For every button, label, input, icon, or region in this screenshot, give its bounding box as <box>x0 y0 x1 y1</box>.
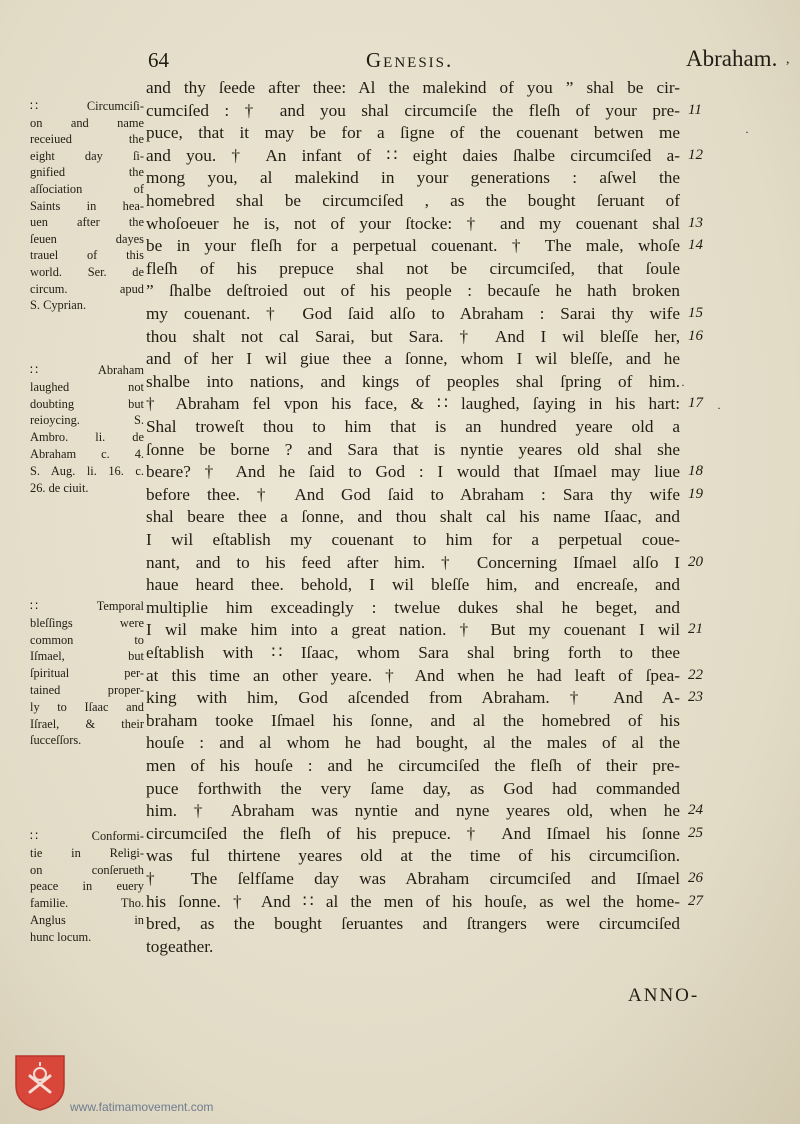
text-line: thou shalt not cal Sarai, but Sara. † And I wil bleſſe her, <box>146 326 680 346</box>
text-line: my couenant. † God ſaid alſo to Abraham : Sarai thy wife <box>146 304 680 323</box>
margin-note-line: ſeuen dayes <box>30 231 144 246</box>
verse-number: 26 <box>688 870 703 886</box>
text-line: beare? † And he ſaid to God : I would that Iſmael may liue <box>146 462 680 482</box>
margin-note-line: peace in euery <box>30 879 144 894</box>
margin-note-line: on and name <box>30 115 144 130</box>
text-line: haue heard thee. behold, I wil bleſſe him, and encreaſe, and <box>146 575 680 595</box>
margin-note-line: Abraham c. 4. <box>30 447 144 461</box>
verse-number: 21 <box>688 621 703 638</box>
margin-note-line: Iſrael, & their <box>30 716 144 731</box>
verse-number: 27 <box>688 892 703 909</box>
margin-note-line: ∷ Temporal <box>30 599 144 613</box>
text-line: homebred shal be circumciſed , as the bought ſeruant of <box>146 191 680 210</box>
margin-note-line: bleſſings were <box>30 615 144 630</box>
text-line: and thy ſeede after thee: Al the malekind of you ” shal be cir- <box>146 78 680 97</box>
text-line: eſtablish with ∷ Iſaac, whom Sara shal bring forth to thee <box>146 643 680 662</box>
margin-note-line: eight day ſi- <box>30 148 144 163</box>
text-line: before thee. † And God ſaid to Abraham : Sara thy wife <box>146 484 680 504</box>
margin-note-line: reioycing. S. <box>30 413 144 428</box>
text-line: and you. † An infant of ∷ eight daies ſhalbe circumciſed a- <box>146 145 680 165</box>
margin-note-line: tained proper- <box>30 683 144 697</box>
verse-number: 15 <box>688 305 703 321</box>
margin-note-line: ∷ Circumciſi- <box>30 99 144 113</box>
margin-note-line: circum. apud <box>30 281 144 296</box>
text-line: shal beare thee a ſonne, and thou shalt cal his name Iſaac, and <box>146 507 680 527</box>
speck-mark: · <box>681 378 685 392</box>
margin-note-line: receiued the <box>30 132 144 147</box>
verse-number: 19 <box>688 485 703 502</box>
verse-number: 22 <box>688 666 703 683</box>
text-line: and of her I wil giue thee a ſonne, whom I wil bleſſe, and he <box>146 349 680 369</box>
verse-number: 18 <box>688 463 703 480</box>
margin-note-line: tie in Religi- <box>30 845 144 860</box>
watermark-url: www.fatimamovement.com <box>70 1100 214 1114</box>
text-line: fleſh of his prepuce shal not be circumciſed, that ſoule <box>146 258 680 278</box>
corner-mark: , <box>786 52 790 67</box>
text-line: Shal troweſt thou to him that is an hundred yeare old a <box>146 417 680 436</box>
text-line: braham tooke Iſmael his ſonne, and al the homebred of his <box>146 710 680 730</box>
margin-note-line: S. Aug. li. 16. c. <box>30 463 144 478</box>
running-catchword: Abraham. <box>686 46 778 71</box>
verse-number: 14 <box>688 237 703 254</box>
text-line: multiplie him exceadingly : twelue dukes shal he beget, and <box>146 597 680 617</box>
margin-note-line: ∷ Conformi- <box>30 829 144 843</box>
margin-note-line: ∷ Abraham <box>30 363 144 377</box>
text-line: his ſonne. † And ∷ al the men of his houſe, as wel the home- <box>146 891 680 911</box>
text-line: men of his houſe : and he circumciſed the fleſh of their pre- <box>146 756 680 775</box>
text-line: was ful thirtene yeares old at the time of his circumciſion. <box>146 846 680 866</box>
margin-note-line: doubting but <box>30 396 144 411</box>
margin-note-line: 26. de ciuit. <box>30 480 89 495</box>
verse-number: 16 <box>688 327 703 344</box>
verse-number: 20 <box>688 553 703 570</box>
text-line: bred, as the bought ſeruantes and ſtrangers were circumciſed <box>146 914 680 934</box>
page-number: 64 <box>148 48 169 72</box>
margin-note-line: gnified the <box>30 165 144 180</box>
running-title: Genesis. <box>366 48 454 72</box>
margin-note-line: hunc locum. <box>30 929 92 944</box>
verse-number: 11 <box>688 101 702 118</box>
margin-note-line: trauel of this <box>30 248 144 263</box>
margin-note-line: common to <box>30 632 144 647</box>
verse-number: 24 <box>688 802 703 819</box>
text-line: king with him, God aſcended from Abraham. † And A- <box>146 688 680 708</box>
margin-note-line: world. Ser. de <box>30 265 144 279</box>
text-line: circumciſed the fleſh of his prepuce. † And Iſmael his ſonne <box>146 823 680 843</box>
text-line: cumciſed : † and you shal circumciſe the fleſh of your pre- <box>146 100 680 120</box>
text-line: ” ſhalbe deſtroied out of his people : becauſe he hath broken <box>146 281 680 301</box>
speck-mark: · <box>745 125 749 139</box>
text-line: whoſoeuer he is, not of your ſtocke: † and my couenant shal <box>146 213 680 233</box>
text-line: ſonne be borne ? and Sara that is nyntie yeares old shal she <box>146 439 680 459</box>
margin-note-line: Anglus in <box>30 913 144 927</box>
verse-number: 25 <box>688 824 703 841</box>
text-line: I wil make him into a great nation. † But my couenant I wil <box>146 620 680 640</box>
text-line: † The ſelfſame day was Abraham circumciſed and Iſmael <box>146 869 680 888</box>
margin-note-line: aſſociation of <box>30 182 144 196</box>
text-line: be in your fleſh for a perpetual couenant. † The male, whoſe <box>146 236 680 256</box>
verse-number: 13 <box>688 214 703 231</box>
verse-number: 23 <box>688 689 703 706</box>
margin-note-line: Iſmael, but <box>30 649 144 664</box>
margin-note-line: ſpiritual per- <box>30 666 144 681</box>
text-line: puce, that it may be for a ſigne of the couenant betwen me <box>146 123 680 143</box>
margin-note-line: S. Cyprian. <box>30 298 87 313</box>
margin-note-line: ly to Iſaac and <box>30 699 144 714</box>
verse-number: 12 <box>688 146 703 163</box>
catchword: ANNO- <box>628 985 700 1006</box>
margin-note-line: familie. Tho. <box>30 896 144 911</box>
margin-note-line: Saints in hea- <box>30 198 144 213</box>
margin-note-line: uen after the <box>30 215 144 230</box>
margin-note-line: Ambro. li. de <box>30 430 144 445</box>
verse-number: 17 <box>688 395 703 412</box>
text-line: him. † Abraham was nyntie and nyne yeares old, when he <box>146 801 680 821</box>
text-line: puce forthwith the very ſame day, as God had commanded <box>146 778 680 798</box>
text-line: I wil eſtablish my couenant to him for a perpetual coue- <box>146 530 680 549</box>
text-line: togeather. <box>146 936 214 956</box>
margin-note-line: on conſerueth <box>30 862 144 877</box>
margin-note-line: ſucceſſors. <box>30 733 82 748</box>
speck-mark: · <box>717 401 721 415</box>
margin-note-line: laughed not <box>30 379 144 394</box>
text-line: nant, and to his feed after him. † Concerning Iſmael alſo I <box>146 552 680 572</box>
text-line: † Abraham fel vpon his face, & ∷ laughed, ſaying in his hart: <box>146 394 680 414</box>
text-line: houſe : and al whom he had bought, al the males of al the <box>146 733 680 753</box>
papal-seal-icon <box>12 1052 68 1112</box>
text-line: shalbe into nations, and kings of peoples shal ſpring of him. <box>146 371 680 391</box>
text-line: at this time an other yeare. † And when he had leaft of ſpea- <box>146 665 680 685</box>
text-line: mong you, al malekind in your generations : aſwel the <box>146 168 680 188</box>
